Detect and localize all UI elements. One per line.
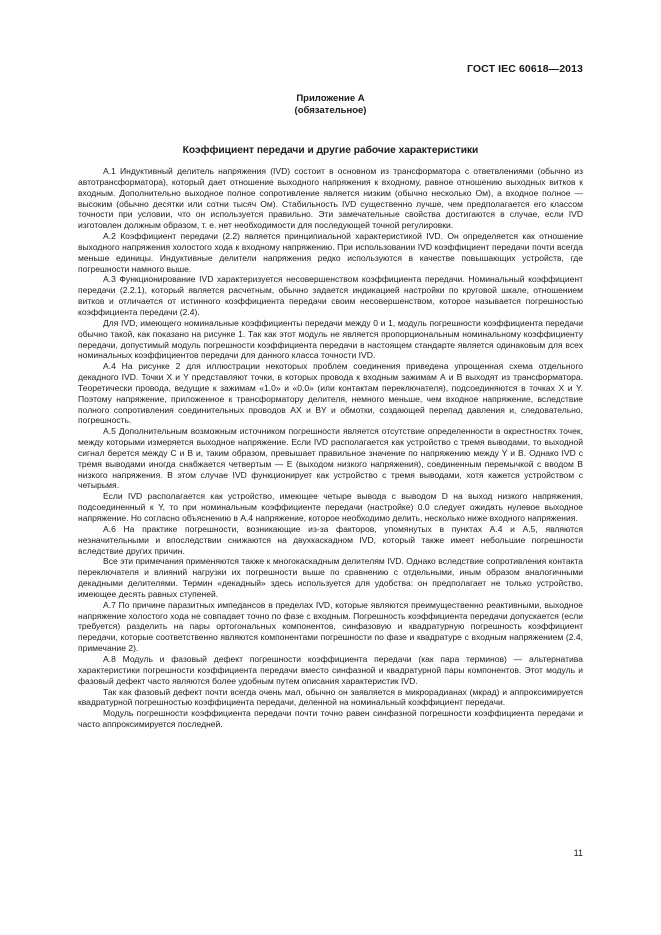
paragraph-a5-cont: Если IVD располагается как устройство, имеющее четыре вывода с выводом D на выход низкого напряжения, подсоединенный к Y, то при номинальным коэффициенте передачи (настройке) 0.0 следует ожидать нулевое выходное напряжение. Но согласно объяснению в А.4 напряжение, которое необходимо делить, несколько ниже входного напряжения. [78, 491, 583, 523]
paragraph-a1: А.1 Индуктивный делитель напряжения (IVD) состоит в основном из трансформатора с ответвлениями (обычно из автотрансформатора), который дает отношение выходного напряжения к входному, равное отношению выходных витков к входным. Дополнительно выходное полное сопротивление является низким (обычно несколько Ом), а входное полное — высоким (обычно десятки или сотни тысяч Ом). Стабильность IVD существенно лучше, чем предполагается его классом точности при условии, что он используется правильно. Эти замечательные свойства достигаются в случае, если IVD изготовлен должным образом, т. е. нет необходимости для последующей точной регулировки. [78, 166, 583, 231]
body-text [78, 166, 583, 730]
paragraph-a8-end: Модуль погрешности коэффициента передачи почти точно равен синфазной погрешности коэффициента передачи и часто аппроксимируется последней. [78, 708, 583, 730]
document-code: ГОСТ IEC 60618—2013 [466, 63, 583, 75]
paragraph-a8: А.8 Модуль и фазовый дефект погрешности коэффициента передачи (как пара терминов) — альтернатива характеристики погрешности коэффициента передачи вместо синфазной и квадратурной пары компонентов. Этот модуль и фазовый дефект часто являются более удобным путем описания характеристик IVD. [78, 653, 583, 686]
paragraph-a7: А.7 По причине паразитных импедансов в пределах IVD, которые являются преимущественно реактивными, выходное напряжение холостого хода не совпадает точно по фазе с входным. Погрешность коэффициента передачи допускается (если требуется) разделить на пары ортогональных компонентов, синфазовую и квадратурную погрешность коэффициент передачи, которые соответственно являются компонентами погрешности по фазе и квадратуре с входным напряжением (2.4, примечание 2). [78, 599, 583, 654]
paragraph-a2: А.2 Коэффициент передачи (2.2) является принципиальной характеристикой IVD. Он определяется как отношение выходного напряжения холостого хода к входному напряжению. При использовании IVD коэффициент передачи почти всегда меньше единицы. Индуктивные делители напряжения редко используются в качестве повышающих устройств, где погрешности намного выше. [78, 231, 583, 274]
paragraph-a4: А.4 На рисунке 2 для иллюстрации некоторых проблем соединения приведена упрощенная схема отдельного декадного IVD. Точки X и Y представляют точки, в которых провода к входным зажимам А и В выходят из трансформатора. Теоретически провода, ведущие к зажимам «1.0» и «0.0» (или контактам переключателя), подсоединяются в точках X и Y. Поэтому напряжение, приложенное к трансформатору делителя, немного меньше, чем входное напряжение, вследствие полного сопротивления соединительных проводов AX и BY и обмотки, создающей перепад давления и, следовательно, погрешность. [78, 361, 583, 426]
annex-status: (обязательное) [294, 105, 367, 116]
paragraph-a5: А.5 Дополнительным возможным источником погрешности является отсутствие определенности в окрестностях точек, между которыми измеряется выходное напряжение. Если IVD располагается как устройство с тремя выводами, то выходной сигнал берется между С и В и, таким образом, превышает правильное значение по напряжению между Y и В. Однако IVD с тремя выводами иногда снабжается четвертым — Е (выходом низкого напряжения), соединенным перемычкой с вводом В низкого напряжения. В этом случае IVD функционирует как устройство с тремя выводами, хотя кажется устройством с четырьмя. [78, 426, 583, 491]
paragraph-a6-cont: Все эти примечания применяются также к многокаскадным делителям IVD. Однако вследствие сопротивления контакта переключателя и влияний нагрузки их погрешности выше по сравнению с отдельными, иным образом аналогичными декадными делителями. Термин «декадный» здесь используется для удобства: он предполагает не только устройство, имеющее десять равных ступеней. [78, 556, 583, 599]
paragraph-a6: А.6 На практике погрешности, возникающие из-за факторов, упомянутых в пунктах А.4 и А.5, являются незначительными и впоследствии снижаются на двухкаскадном IVD, который также имеет небольшие погрешности вследствие других причин. [78, 523, 583, 556]
annex-title: Приложение А [296, 93, 365, 104]
paragraph-a3-cont: Для IVD, имеющего номинальные коэффициенты передачи между 0 и 1, модуль погрешности коэффициента передачи обычно такой, как показано на рисунке 1. Так как этот модуль не является пропорциональным номинальному коэффициенту передачи, допустимый модуль погрешности коэффициента передачи в настоящем стандарте является одинаковым для всех номинальных коэффициентов передачи для данного класса точности IVD. [78, 317, 583, 361]
page-number: 11 [573, 848, 583, 858]
paragraph-a3: А.3 Функционирование IVD характеризуется несовершенством коэффициента передачи. Номинальный коэффициент передачи (2.2.1), который является расчетным, обычно задается индикацией настройки по круговой шкале, отношением витков и отличается от истинного коэффициента передачи своим несовершенством, которое называется погрешностью коэффициента передачи (2.4). [78, 274, 583, 317]
section-title: Коэффициент передачи и другие рабочие характеристики [182, 145, 479, 156]
paragraph-a8-cont: Так как фазовый дефект почти всегда очень мал, обычно он заявляется в микрорадианах (мкрад) и аппроксимируется квадратурной погрешностью коэффициента передачи, деленной на номинальный коэффициент передачи. [78, 686, 583, 708]
annex-heading [0, 93, 661, 117]
